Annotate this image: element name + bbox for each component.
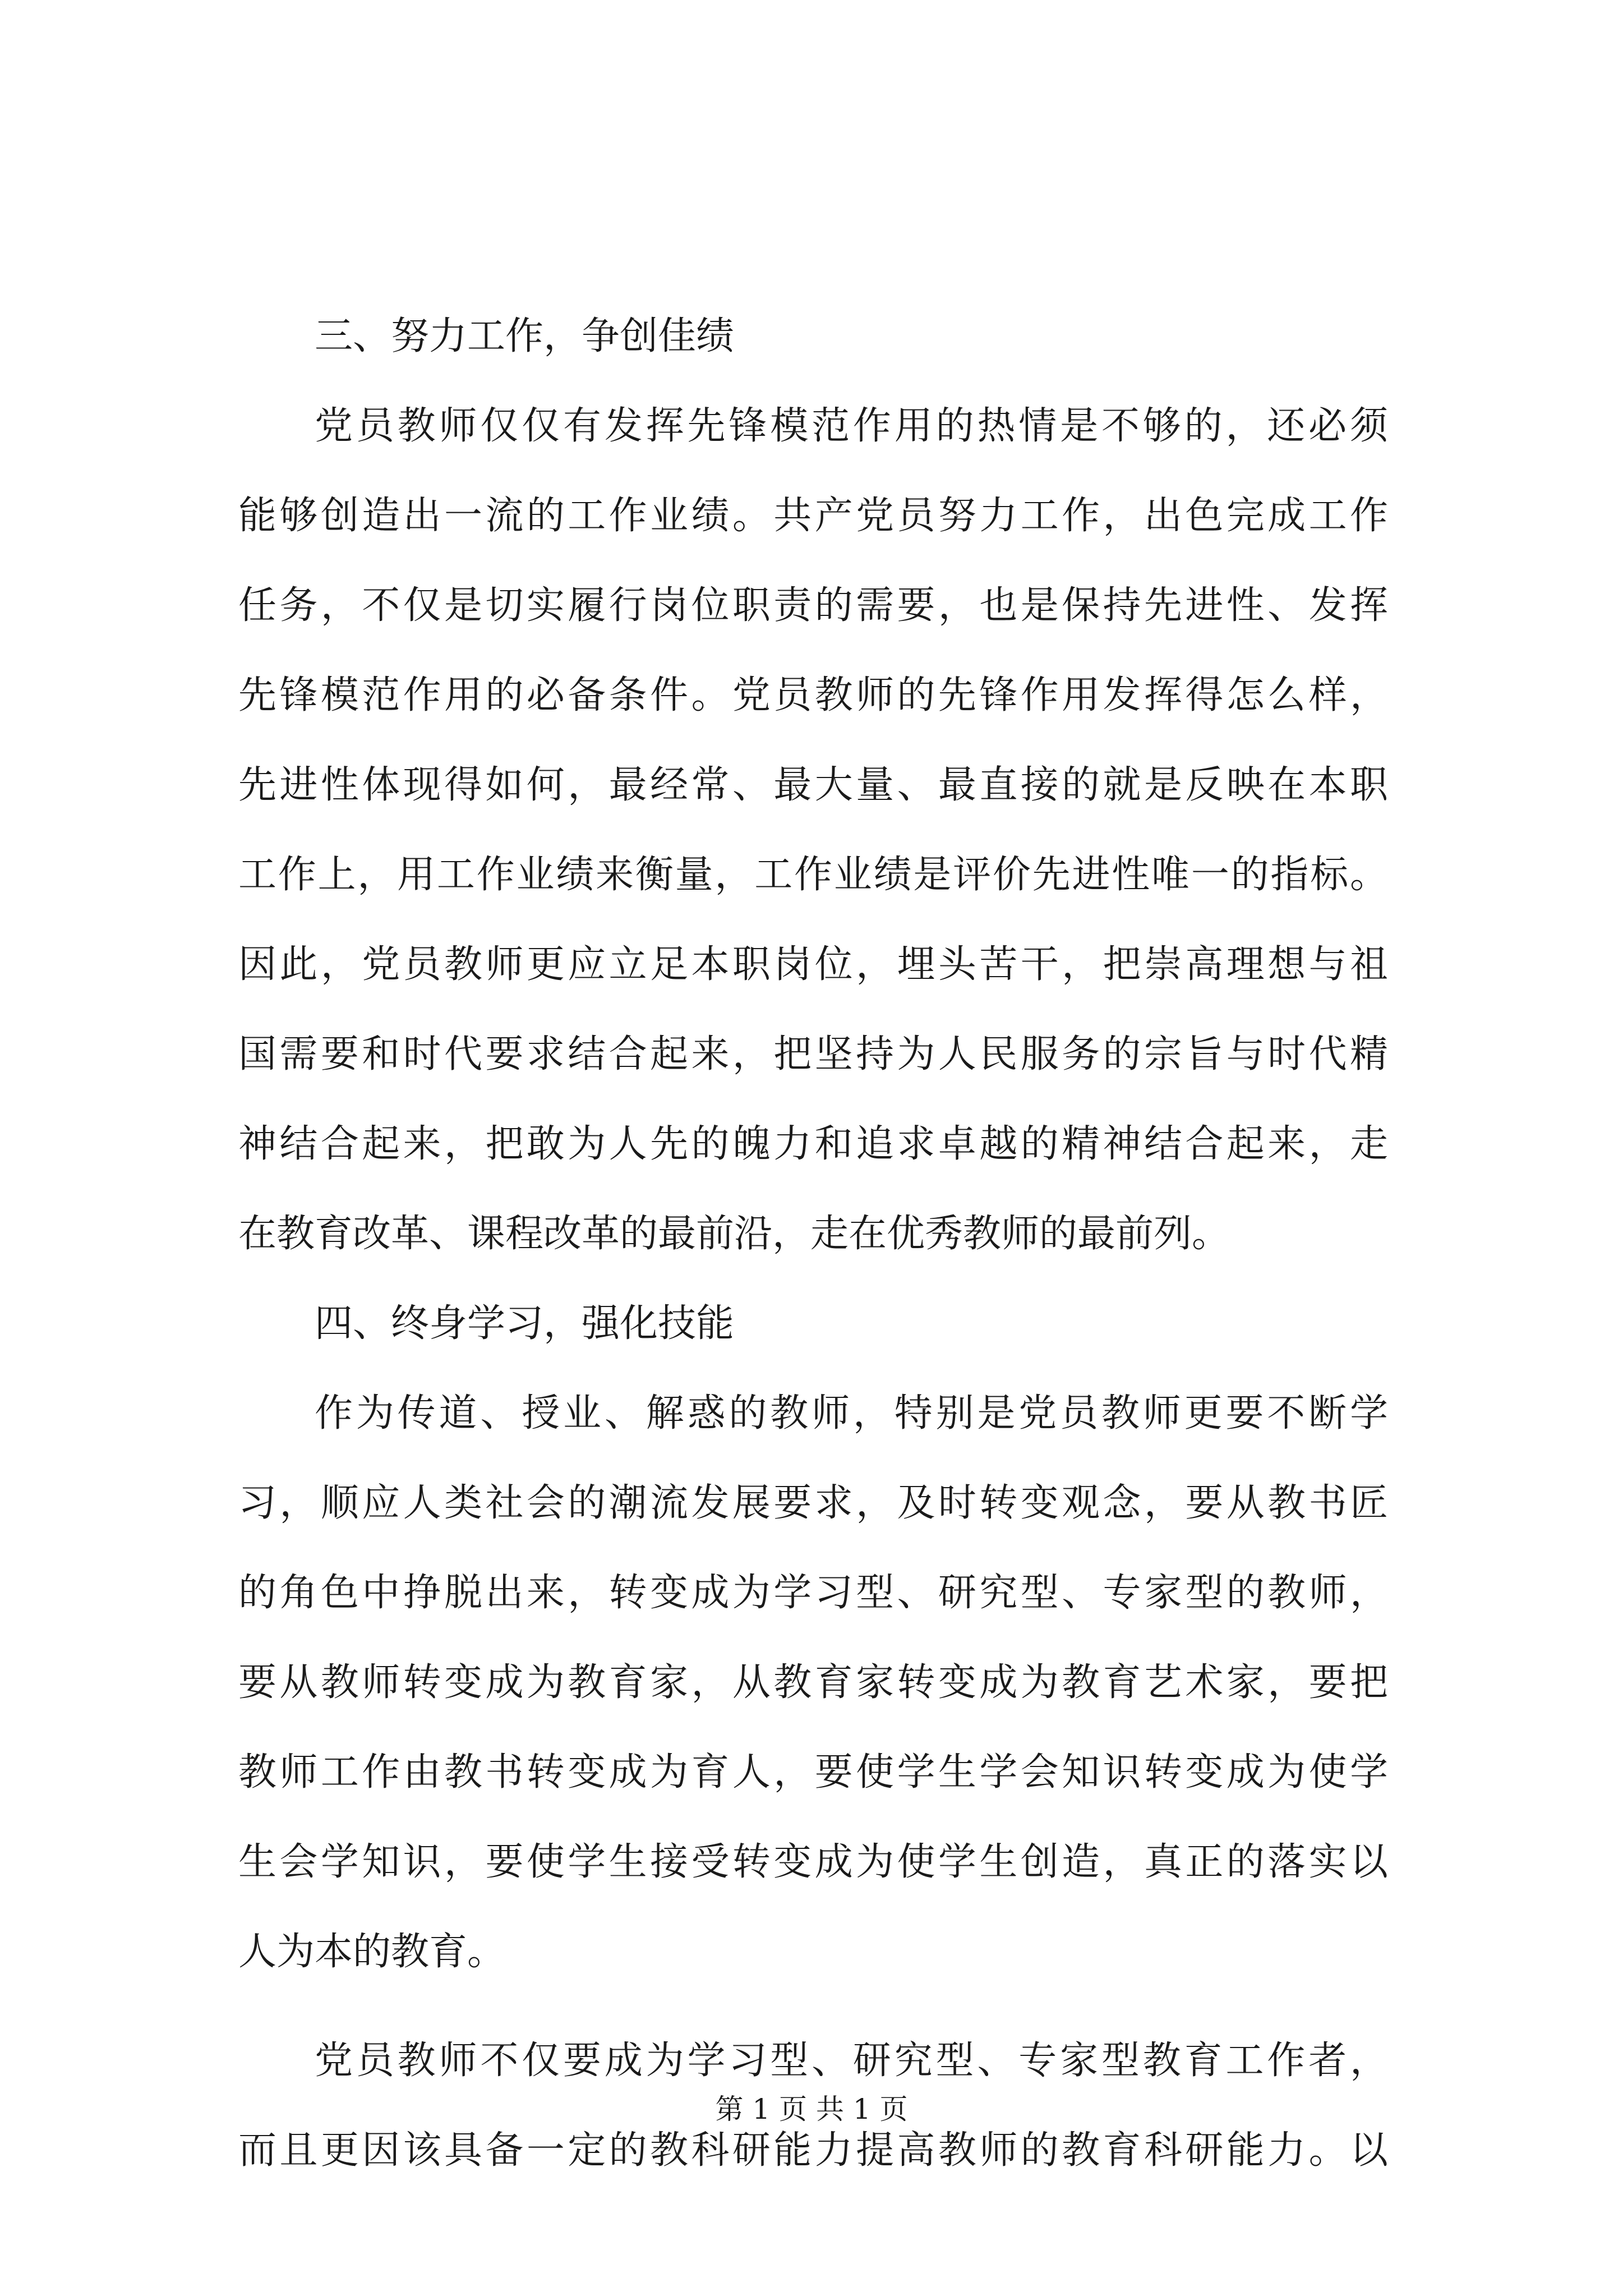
text-line: 生会学知识，要使学生接受转变成为使学生创造，真正的落实以 bbox=[238, 1840, 1388, 1884]
text-line: 工作上，用工作业绩来衡量，工作业绩是评价先进性唯一的指标。 bbox=[238, 853, 1388, 897]
paragraph-gap bbox=[238, 1997, 1388, 2016]
text-line: 先进性体现得如何，最经常、最大量、最直接的就是反映在本职 bbox=[238, 763, 1388, 807]
text-line: 教师工作由教书转变成为育人，要使学生学会知识转变成为使学 bbox=[238, 1750, 1388, 1795]
text-line: 任务，不仅是切实履行岗位职责的需要，也是保持先进性、发挥 bbox=[238, 583, 1388, 628]
text-line: 习，顺应人类社会的潮流发展要求，及时转变观念，要从教书匠 bbox=[238, 1481, 1388, 1525]
text-line: 先锋模范作用的必备条件。党员教师的先锋作用发挥得怎么样， bbox=[238, 673, 1388, 717]
text-line: 三、努力工作，争创佳绩 bbox=[315, 314, 735, 358]
text-line: 因此，党员教师更应立足本职岗位，埋头苦干，把崇高理想与祖 bbox=[238, 942, 1388, 987]
text-line: 国需要和时代要求结合起来，把坚持为人民服务的宗旨与时代精 bbox=[238, 1032, 1388, 1076]
text-line: 四、终身学习，强化技能 bbox=[315, 1301, 735, 1346]
page-footer: 第 1 页 共 1 页 bbox=[715, 2093, 908, 2125]
text-line: 党员教师仅仅有发挥先锋模范作用的热情是不够的，还必须 bbox=[315, 404, 1388, 448]
text-line: 作为传道、授业、解惑的教师，特别是党员教师更要不断学 bbox=[315, 1391, 1388, 1435]
document-body bbox=[238, 292, 1388, 2196]
text-line: 在教育改革、课程改革的最前沿，走在优秀教师的最前列。 bbox=[238, 1212, 1230, 1256]
text-line: 要从教师转变成为教育家，从教育家转变成为教育艺术家，要把 bbox=[238, 1660, 1388, 1705]
text-line: 的角色中挣脱出来，转变成为学习型、研究型、专家型的教师， bbox=[238, 1571, 1388, 1615]
text-line: 人为本的教育。 bbox=[238, 1930, 506, 1974]
text-line: 党员教师不仅要成为学习型、研究型、专家型教育工作者， bbox=[315, 2039, 1388, 2083]
text-line: 而且更因该具备一定的教科研能力提高教师的教育科研能力。以 bbox=[238, 2128, 1388, 2173]
text-line: 能够创造出一流的工作业绩。共产党员努力工作，出色完成工作 bbox=[238, 494, 1388, 538]
text-line: 神结合起来，把敢为人先的魄力和追求卓越的精神结合起来，走 bbox=[238, 1122, 1388, 1166]
